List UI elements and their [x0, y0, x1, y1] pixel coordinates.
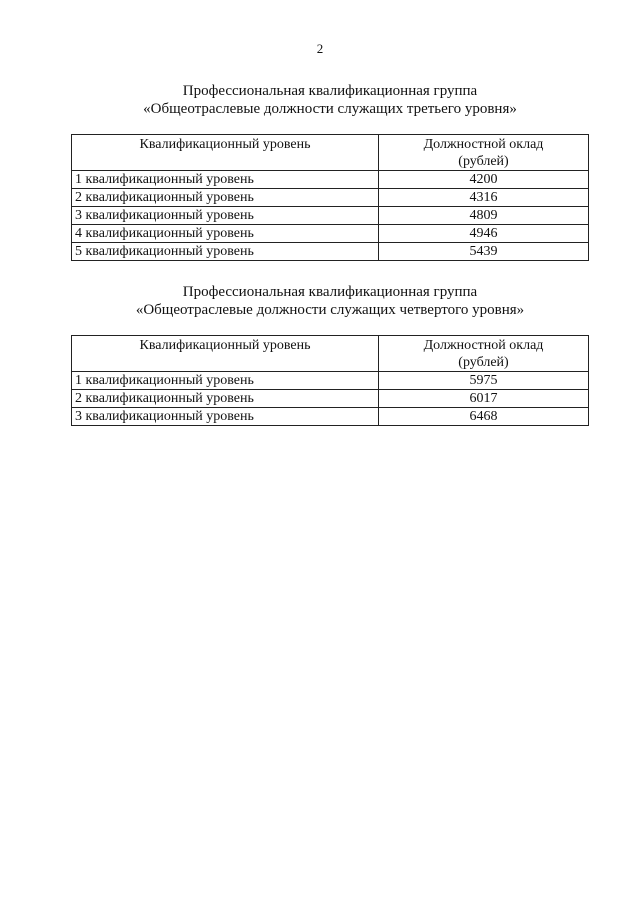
header-salary-line-1: Должностной оклад: [423, 137, 544, 152]
cell-level: 2 квалификационный уровень: [72, 189, 379, 207]
cell-salary: 6017: [379, 390, 589, 408]
cell-salary: 4200: [379, 171, 589, 189]
table-row: [72, 171, 589, 189]
cell-salary: 6468: [379, 408, 589, 426]
qualification-group-fourth-level: [71, 283, 589, 426]
table-row: [72, 372, 589, 390]
table-row: [72, 207, 589, 225]
cell-level: 2 квалификационный уровень: [72, 390, 379, 408]
table-row: [72, 408, 589, 426]
group-title: [71, 82, 589, 118]
table-row: [72, 243, 589, 261]
salary-table: [71, 134, 589, 261]
table-header-row: [72, 135, 589, 171]
cell-level: 1 квалификационный уровень: [72, 372, 379, 390]
header-salary-line-1: Должностной оклад: [423, 338, 544, 353]
cell-level: 4 квалификационный уровень: [72, 225, 379, 243]
table-header-row: [72, 336, 589, 372]
qualification-group-third-level: [71, 82, 589, 261]
salary-table: [71, 335, 589, 426]
header-salary: [379, 336, 589, 372]
cell-salary: 5439: [379, 243, 589, 261]
cell-salary: 4316: [379, 189, 589, 207]
cell-salary: 4946: [379, 225, 589, 243]
header-qualification-level: Квалификационный уровень: [72, 135, 379, 171]
header-salary-line-2: (рублей): [458, 154, 509, 169]
group-title: [71, 283, 589, 319]
group-title-line-2: «Общеотраслевые должности служащих третьего уровня»: [143, 101, 517, 117]
table-row: [72, 225, 589, 243]
group-title-line-1: Профессиональная квалификационная группа: [182, 284, 478, 300]
table-row: [72, 390, 589, 408]
cell-salary: 5975: [379, 372, 589, 390]
cell-level: 5 квалификационный уровень: [72, 243, 379, 261]
cell-salary: 4809: [379, 207, 589, 225]
page-number: 2: [316, 41, 324, 56]
cell-level: 1 квалификационный уровень: [72, 171, 379, 189]
header-salary-line-2: (рублей): [458, 355, 509, 370]
group-title-line-1: Профессиональная квалификационная группа: [182, 83, 478, 99]
cell-level: 3 квалификационный уровень: [72, 408, 379, 426]
header-salary: [379, 135, 589, 171]
header-qualification-level: Квалификационный уровень: [72, 336, 379, 372]
table-row: [72, 189, 589, 207]
group-title-line-2: «Общеотраслевые должности служащих четвертого уровня»: [135, 302, 525, 318]
cell-level: 3 квалификационный уровень: [72, 207, 379, 225]
